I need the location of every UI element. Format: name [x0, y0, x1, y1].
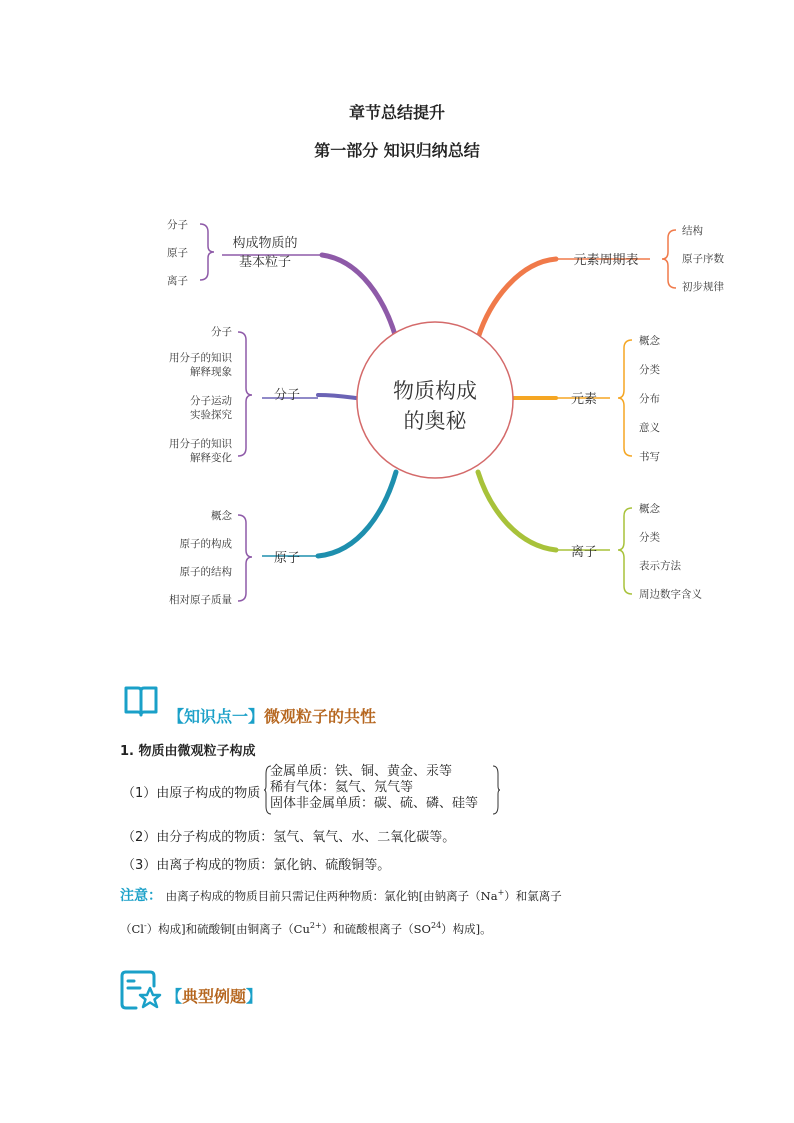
- mindmap-item: 概念: [211, 510, 232, 522]
- branch-curve-ion: [478, 472, 556, 550]
- section-2-heading: [166, 984, 262, 1007]
- page-title: 章节总结提升: [348, 103, 445, 122]
- mindmap-item: 分子: [167, 219, 188, 231]
- bracket-particles: [200, 224, 214, 280]
- mindmap-item: 解释现象: [190, 366, 232, 378]
- mindmap-item: 原子: [167, 247, 188, 259]
- section-2-bracket-close: 】: [246, 987, 263, 1006]
- brace-item: 固体非金属单质：碳、硫、磷、硅等: [270, 796, 479, 811]
- element-items: [639, 334, 660, 463]
- center-title-line2: 的奥秘: [403, 409, 467, 433]
- branch-label-molecule: 分子: [273, 388, 301, 403]
- section-2-title: 典型例题: [182, 987, 247, 1006]
- mindmap-item: 分子: [211, 326, 232, 338]
- particles-items: [167, 218, 188, 287]
- branch-label-periodic: 元素周期表: [573, 253, 639, 268]
- branch-label-particles-line1: 构成物质的: [232, 236, 298, 251]
- mindmap-item: 用分子的知识: [169, 438, 232, 450]
- mindmap-item: 结构: [682, 225, 703, 237]
- periodic-items: [682, 224, 724, 293]
- mind-map: [0, 200, 794, 620]
- mindmap-item: 分布: [639, 393, 660, 405]
- superscript: 24: [430, 921, 442, 930]
- center-title-line1: 物质构成: [393, 379, 477, 403]
- note-text: （Cl: [120, 921, 144, 936]
- open-book-icon: [122, 682, 160, 720]
- subheading: 1. 物质由微观粒子构成: [120, 744, 256, 759]
- bracket-element: [618, 340, 632, 456]
- bracket-periodic: [662, 230, 676, 288]
- superscript: +: [497, 888, 505, 897]
- note-line-2: [120, 917, 492, 938]
- line-1-prefix: （1）由原子构成的物质: [122, 786, 261, 801]
- bracket-ion: [618, 508, 632, 594]
- mindmap-item: 表示方法: [639, 560, 681, 572]
- line-3: （3）由离子构成的物质：氯化钠、硫酸铜等。: [122, 858, 391, 873]
- branch-label-element: 元素: [570, 392, 598, 407]
- mindmap-item: 周边数字含义: [639, 588, 702, 601]
- mindmap-item: 用分子的知识: [169, 352, 232, 364]
- brace-item: 金属单质：铁、铜、黄金、汞等: [270, 764, 453, 779]
- brace-list: [270, 764, 478, 812]
- brace-item: 稀有气体：氦气、氖气等: [270, 780, 414, 795]
- superscript: -: [143, 921, 147, 930]
- branch-curve-atom: [318, 472, 396, 556]
- mindmap-item: 相对原子质量: [169, 594, 232, 606]
- note-label: 注意：: [120, 887, 162, 904]
- note-text: ）和氯离子: [504, 888, 562, 903]
- mindmap-item: 书写: [639, 451, 660, 463]
- note-line-1: [120, 884, 562, 905]
- branch-curve-molecule: [318, 395, 356, 398]
- note-text: ）和硫酸根离子（SO: [321, 921, 431, 936]
- branch-label-atom: 原子: [273, 551, 301, 566]
- mindmap-item: 解释变化: [190, 452, 232, 464]
- section-1-title: 微观粒子的共性: [264, 707, 377, 726]
- superscript: 2+: [309, 921, 322, 930]
- note-text: ）构成]。: [441, 921, 492, 936]
- mindmap-item: 原子的结构: [179, 566, 232, 578]
- mindmap-item: 意义: [639, 422, 660, 434]
- mindmap-item: 初步规律: [682, 281, 724, 293]
- section-2-bracket-open: 【: [166, 987, 183, 1006]
- bracket-molecule: [238, 332, 252, 456]
- section-1-bracket: 【知识点一】: [168, 707, 265, 726]
- mindmap-item: 分子运动: [190, 395, 232, 407]
- line-2: （2）由分子构成的物质：氢气、氧气、水、二氧化碳等。: [122, 830, 456, 845]
- ion-items: [639, 502, 702, 601]
- branch-curve-particles: [322, 255, 396, 338]
- branch-curve-periodic: [478, 259, 556, 338]
- molecule-items: [169, 325, 232, 464]
- atom-items: [169, 509, 232, 606]
- mindmap-item: 实验探究: [190, 409, 232, 421]
- branch-label-ion: 离子: [570, 545, 598, 560]
- mindmap-item: 离子: [167, 275, 188, 287]
- mindmap-item: 概念: [639, 503, 660, 515]
- note-text: 由离子构成的物质目前只需记住两种物质：氯化钠[由钠离子（Na: [165, 888, 498, 903]
- right-brace: [492, 764, 500, 816]
- mindmap-item: 概念: [639, 335, 660, 347]
- page-subtitle: 第一部分 知识归纳总结: [314, 141, 480, 160]
- mindmap-item: 分类: [639, 531, 660, 544]
- mindmap-item: 原子序数: [682, 253, 724, 265]
- section-1-heading: [168, 704, 376, 727]
- branch-label-particles-line2: 基本粒子: [238, 255, 292, 270]
- note-text: ）构成]和硫酸铜[由铜离子（Cu: [146, 921, 310, 936]
- mindmap-item: 原子的构成: [179, 538, 232, 550]
- star-list-icon: [120, 968, 164, 1012]
- bracket-atom: [238, 515, 252, 601]
- mindmap-item: 分类: [639, 364, 660, 376]
